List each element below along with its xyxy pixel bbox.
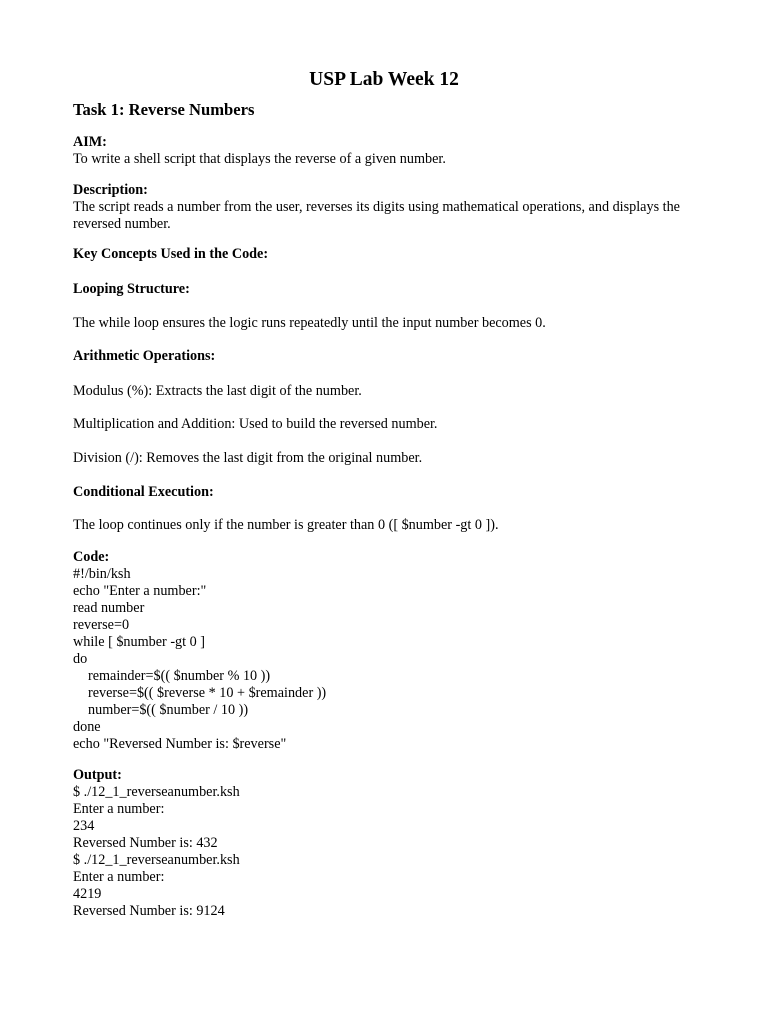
code-line: remainder=$(( $number % 10 ))	[88, 668, 271, 684]
output-line: Reversed Number is: 432	[73, 835, 218, 851]
conditional-heading-block	[73, 484, 693, 501]
arithmetic-heading: Arithmetic Operations:	[73, 348, 216, 364]
conditional-text-block	[73, 517, 693, 534]
code-line: done	[73, 719, 101, 735]
page-title: USP Lab Week 12	[309, 69, 459, 90]
output-line: 4219	[73, 886, 102, 902]
arithmetic-item-block	[73, 416, 693, 433]
code-label: Code:	[73, 549, 110, 565]
code-line: number=$(( $number / 10 ))	[88, 702, 249, 718]
looping-heading-block	[73, 281, 693, 298]
conditional-text: The loop continues only if the number is greater than 0 ([ $number -gt 0 ]).	[73, 517, 499, 533]
output-line: 234	[73, 818, 95, 834]
task-heading: Task 1: Reverse Numbers	[73, 100, 255, 119]
code-line: echo "Reversed Number is: $reverse"	[73, 736, 287, 752]
arithmetic-item-block	[73, 383, 693, 400]
output-line: $ ./12_1_reverseanumber.ksh	[73, 784, 240, 800]
code-line: read number	[73, 600, 145, 616]
output-line: Enter a number:	[73, 801, 165, 817]
output-line: Enter a number:	[73, 869, 165, 885]
output-label: Output:	[73, 767, 122, 783]
code-section	[73, 549, 693, 753]
output-line: $ ./12_1_reverseanumber.ksh	[73, 852, 240, 868]
arithmetic-item-modulus: Modulus (%): Extracts the last digit of the number.	[73, 383, 362, 399]
document-page	[73, 0, 693, 1024]
description-section	[73, 182, 693, 233]
description-label: Description:	[73, 182, 148, 198]
code-line: reverse=0	[73, 617, 130, 633]
arithmetic-heading-block	[73, 348, 693, 365]
description-text: The script reads a number from the user, reverses its digits using mathematical operations, and displays the reversed number.	[73, 199, 680, 232]
output-line: Reversed Number is: 9124	[73, 903, 225, 919]
code-line: reverse=$(( $reverse * 10 + $remainder ))	[88, 685, 327, 701]
output-section	[73, 767, 693, 920]
code-line: while [ $number -gt 0 ]	[73, 634, 205, 650]
looping-heading: Looping Structure:	[73, 281, 190, 297]
aim-label: AIM:	[73, 134, 107, 150]
arithmetic-item-division: Division (/): Removes the last digit from the original number.	[73, 450, 423, 466]
code-line: echo "Enter a number:"	[73, 583, 207, 599]
key-concepts-section	[73, 246, 693, 263]
aim-section	[73, 134, 693, 168]
code-line: #!/bin/ksh	[73, 566, 131, 582]
conditional-heading: Conditional Execution:	[73, 484, 214, 500]
looping-text-block	[73, 315, 693, 332]
key-concepts-heading: Key Concepts Used in the Code:	[73, 246, 269, 262]
looping-text: The while loop ensures the logic runs repeatedly until the input number becomes 0.	[73, 315, 546, 331]
arithmetic-item-block	[73, 450, 693, 467]
arithmetic-item-multiplication: Multiplication and Addition: Used to build the reversed number.	[73, 416, 438, 432]
aim-text: To write a shell script that displays the reverse of a given number.	[73, 151, 446, 167]
code-line: do	[73, 651, 88, 667]
